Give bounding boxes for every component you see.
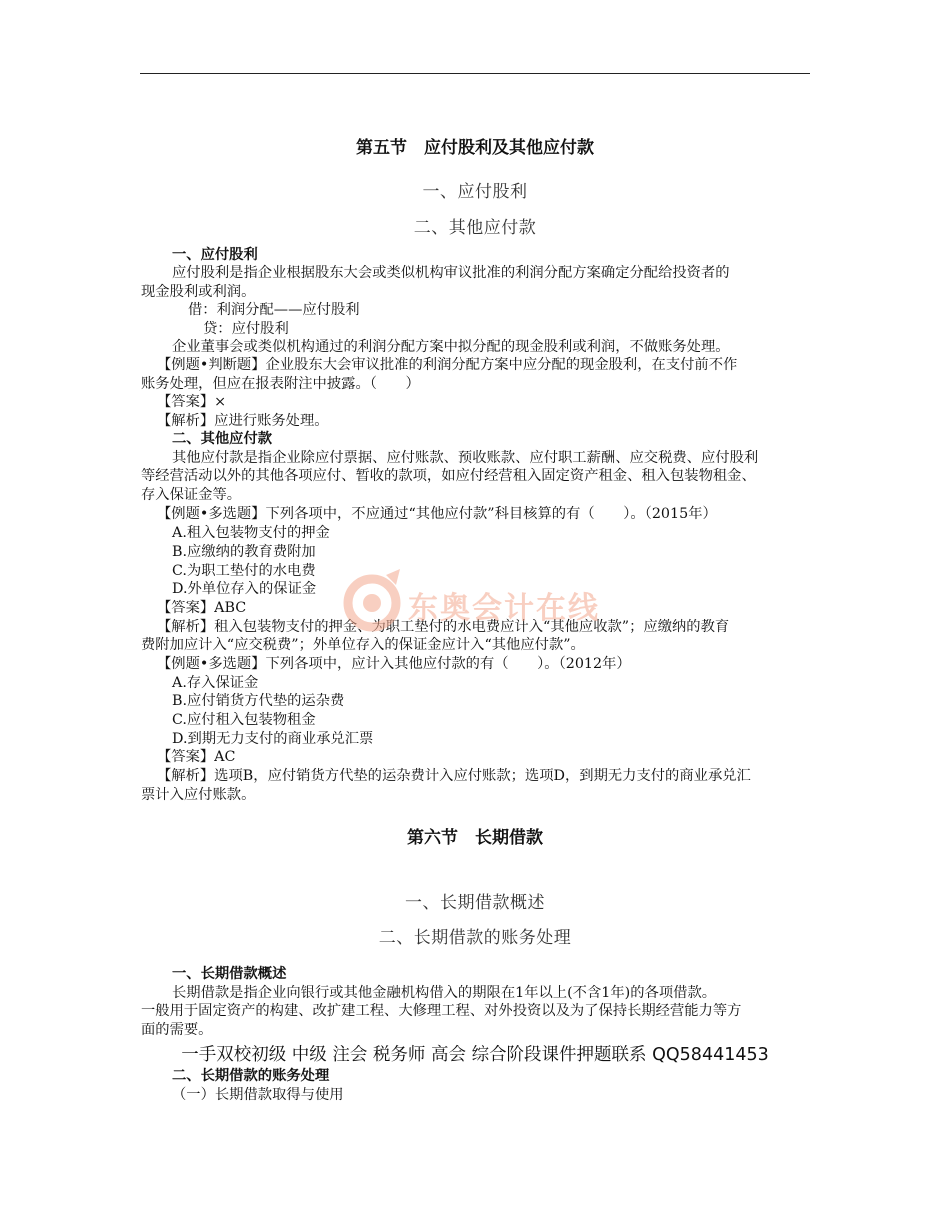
header-rule [140, 73, 810, 74]
heading-long-term-loan-accounting: 二、长期借款的账务处理 [172, 1068, 330, 1084]
example-question: 账务处理，但应在报表附注中披露。（ ） [141, 376, 420, 392]
advertisement-banner: 一手双校初级 中级 注会 税务师 高会 综合阶段课件押题联系 QQ58441453 [181, 1045, 769, 1065]
explanation-line: 【解析】租入包装物支付的押金、为职工垫付的水电费应计入“其他应收款”；应缴纳的教育 [157, 619, 730, 635]
paragraph-line: 面的需要。 [141, 1022, 213, 1038]
section-5-outline-1: 一、应付股利 [422, 182, 528, 202]
paragraph-line: （一）长期借款取得与使用 [172, 1087, 344, 1103]
explanation-line: 【解析】应进行账务处理。 [157, 413, 329, 429]
heading-other-payables: 二、其他应付款 [172, 431, 273, 447]
option-line: C.为职工垫付的水电费 [172, 563, 316, 579]
explanation-line: 票计入应付账款。 [141, 787, 256, 803]
journal-credit: 贷：应付股利 [203, 321, 289, 337]
answer-line: 【答案】AC [157, 749, 236, 765]
answer-line: 【答案】× [157, 394, 227, 410]
option-line: C.应付租入包装物租金 [172, 712, 316, 728]
watermark-text: 东奥会计在线 [408, 591, 600, 626]
paragraph-line: 存入保证金等。 [141, 487, 242, 503]
answer-line: 【答案】ABC [157, 600, 247, 616]
example-question: 【例题•判断题】企业股东大会审议批准的利润分配方案中应分配的现金股利，在支付前不作 [157, 357, 738, 373]
journal-debit: 借：利润分配——应付股利 [188, 302, 360, 318]
option-line: D.外单位存入的保证金 [172, 581, 317, 597]
option-line: B.应付销货方代垫的运杂费 [172, 693, 345, 709]
section-6-outline-2: 二、长期借款的账务处理 [378, 928, 572, 948]
section-6-outline-1: 一、长期借款概述 [405, 893, 545, 913]
paragraph-line: 其他应付款是指企业除应付票据、应付账款、预收账款、应付职工薪酬、应交税费、应付股利 [172, 450, 759, 466]
heading-long-term-loan-overview: 一、长期借款概述 [172, 966, 287, 982]
option-line: B.应缴纳的教育费附加 [172, 544, 316, 560]
explanation-line: 费附加应计入“应交税费”；外单位存入的保证金应计入“其他应付款”。 [141, 637, 585, 653]
paragraph-line: 现金股利或利润。 [141, 284, 256, 300]
section-5-outline-2: 二、其他应付款 [413, 218, 537, 238]
heading-payable-dividends: 一、应付股利 [172, 247, 258, 263]
section-6-title: 第六节 长期借款 [407, 828, 543, 848]
paragraph-line: 等经营活动以外的其他各项应付、暂收的款项，如应付经营租入固定资产租金、租入包装物租金、 [141, 468, 756, 484]
example-question: 【例题•多选题】下列各项中，应计入其他应付款的有（ ）。（2012年） [157, 656, 631, 672]
paragraph-line: 长期借款是指企业向银行或其他金融机构借入的期限在1年以上(不含1年)的各项借款。 [172, 985, 717, 1001]
option-line: A.存入保证金 [172, 675, 259, 691]
paragraph-line: 应付股利是指企业根据股东大会或类似机构审议批准的利润分配方案确定分配给投资者的 [172, 265, 730, 281]
explanation-line: 【解析】选项B，应付销货方代垫的运杂费计入应付账款；选项D，到期无力支付的商业承兑汇 [157, 768, 751, 784]
section-5-title: 第五节 应付股利及其他应付款 [356, 138, 594, 158]
option-line: D.到期无力支付的商业承兑汇票 [172, 731, 374, 747]
example-question: 【例题•多选题】下列各项中，不应通过“其他应付款”科目核算的有（ ）。（2015年） [157, 506, 717, 522]
option-line: A.租入包装物支付的押金 [172, 525, 330, 541]
paragraph-line: 一般用于固定资产的构建、改扩建工程、大修理工程、对外投资以及为了保持长期经营能力等方 [141, 1003, 742, 1019]
paragraph-line: 企业董事会或类似机构通过的利润分配方案中拟分配的现金股利或利润，不做账务处理。 [172, 339, 730, 355]
